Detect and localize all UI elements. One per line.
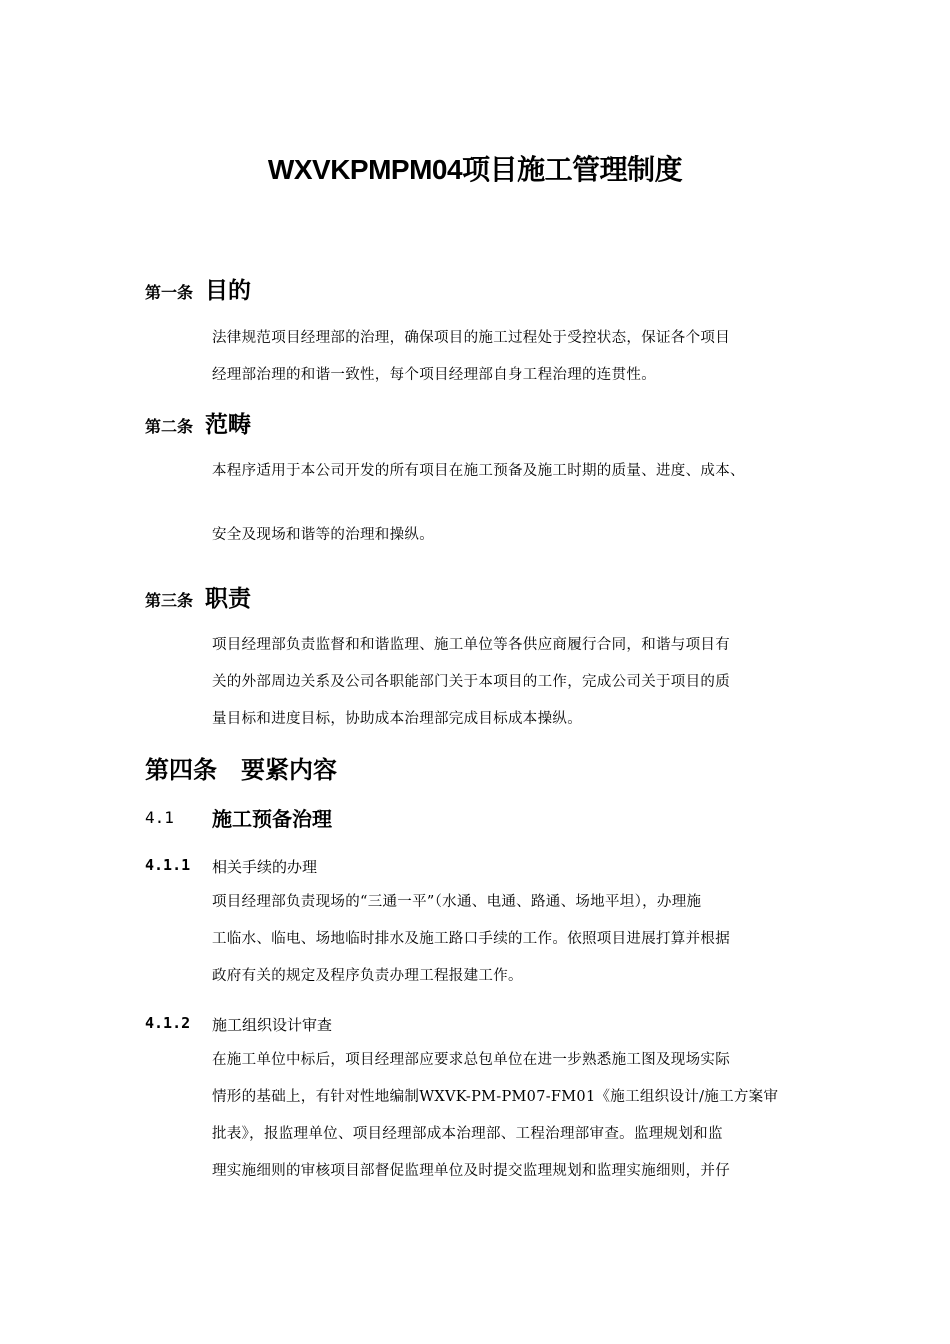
article-number: 第三条 — [145, 591, 194, 610]
article-number: 第二条 — [145, 417, 194, 436]
article-number: 第四条 — [145, 755, 217, 784]
paragraph-line: 理实施细则的审核项目部督促监理单位及时提交监理规划和监理实施细则，并仔 — [212, 1163, 730, 1179]
article-1-body — [212, 320, 822, 394]
subsection-4-1-1-body — [212, 884, 822, 995]
paragraph-line: 量目标和进度目标，协助成本治理部完成目标成本操纵。 — [212, 711, 582, 727]
paragraph-line: 项目经理部负责现场的“三通一平”（水通、电通、路通、场地平坦），办理施 — [212, 894, 702, 910]
section-number: 4.1 — [145, 808, 174, 827]
article-name: 职责 — [205, 586, 252, 612]
paragraph-line: 项目经理部负责监督和和谐监理、施工单位等各供应商履行合同，和谐与项目有 — [212, 637, 730, 653]
article-4-heading — [145, 750, 337, 785]
paragraph-line: 法律规范项目经理部的治理，确保项目的施工过程处于受控状态，保证各个项目 — [212, 330, 730, 346]
paragraph-line: 批表》，报监理单位、项目经理部成本治理部、工程治理部审查。监理规划和监 — [212, 1126, 723, 1142]
section-title: 施工预备治理 — [212, 807, 332, 831]
paragraph-line: 在施工单位中标后，项目经理部应要求总包单位在进一步熟悉施工图及现场实际 — [212, 1052, 730, 1068]
article-2-body-continued — [212, 517, 822, 554]
article-1-heading — [145, 272, 251, 305]
article-name: 范畴 — [205, 412, 252, 438]
paragraph-line: 本程序适用于本公司开发的所有项目在施工预备及施工时期的质量、进度、成本、 — [212, 463, 745, 479]
paragraph-line: 情形的基础上，有针对性地编制WXVK-PM-PM07-FM01《施工组织设计/施工方案审 — [212, 1089, 779, 1105]
article-number: 第一条 — [145, 283, 194, 302]
paragraph-line: 关的外部周边关系及公司各职能部门关于本项目的工作，完成公司关于项目的质 — [212, 674, 730, 690]
subsection-title: 相关手续的办理 — [212, 858, 318, 876]
paragraph-line: 工临水、临电、场地临时排水及施工路口手续的工作。依照项目进展打算并根据 — [212, 931, 730, 947]
article-3-heading — [145, 580, 251, 613]
paragraph-line: 经理部治理的和谐一致性，每个项目经理部自身工程治理的连贯性。 — [212, 367, 656, 383]
article-2-body — [212, 453, 830, 490]
article-3-body — [212, 627, 822, 738]
subsection-4-1-2-body — [212, 1042, 822, 1190]
article-2-heading — [145, 406, 251, 439]
subsection-title: 施工组织设计审查 — [212, 1016, 333, 1034]
document-title: WXVKPMPM04项目施工管理制度 — [267, 154, 683, 185]
subsection-number: 4.1.2 — [145, 1014, 191, 1032]
article-name: 目的 — [205, 278, 252, 304]
paragraph-line: 政府有关的规定及程序负责办理工程报建工作。 — [212, 968, 523, 984]
paragraph-line: 安全及现场和谐等的治理和操纵。 — [212, 527, 434, 543]
article-name: 要紧内容 — [241, 755, 337, 784]
subsection-number: 4.1.1 — [145, 856, 191, 874]
